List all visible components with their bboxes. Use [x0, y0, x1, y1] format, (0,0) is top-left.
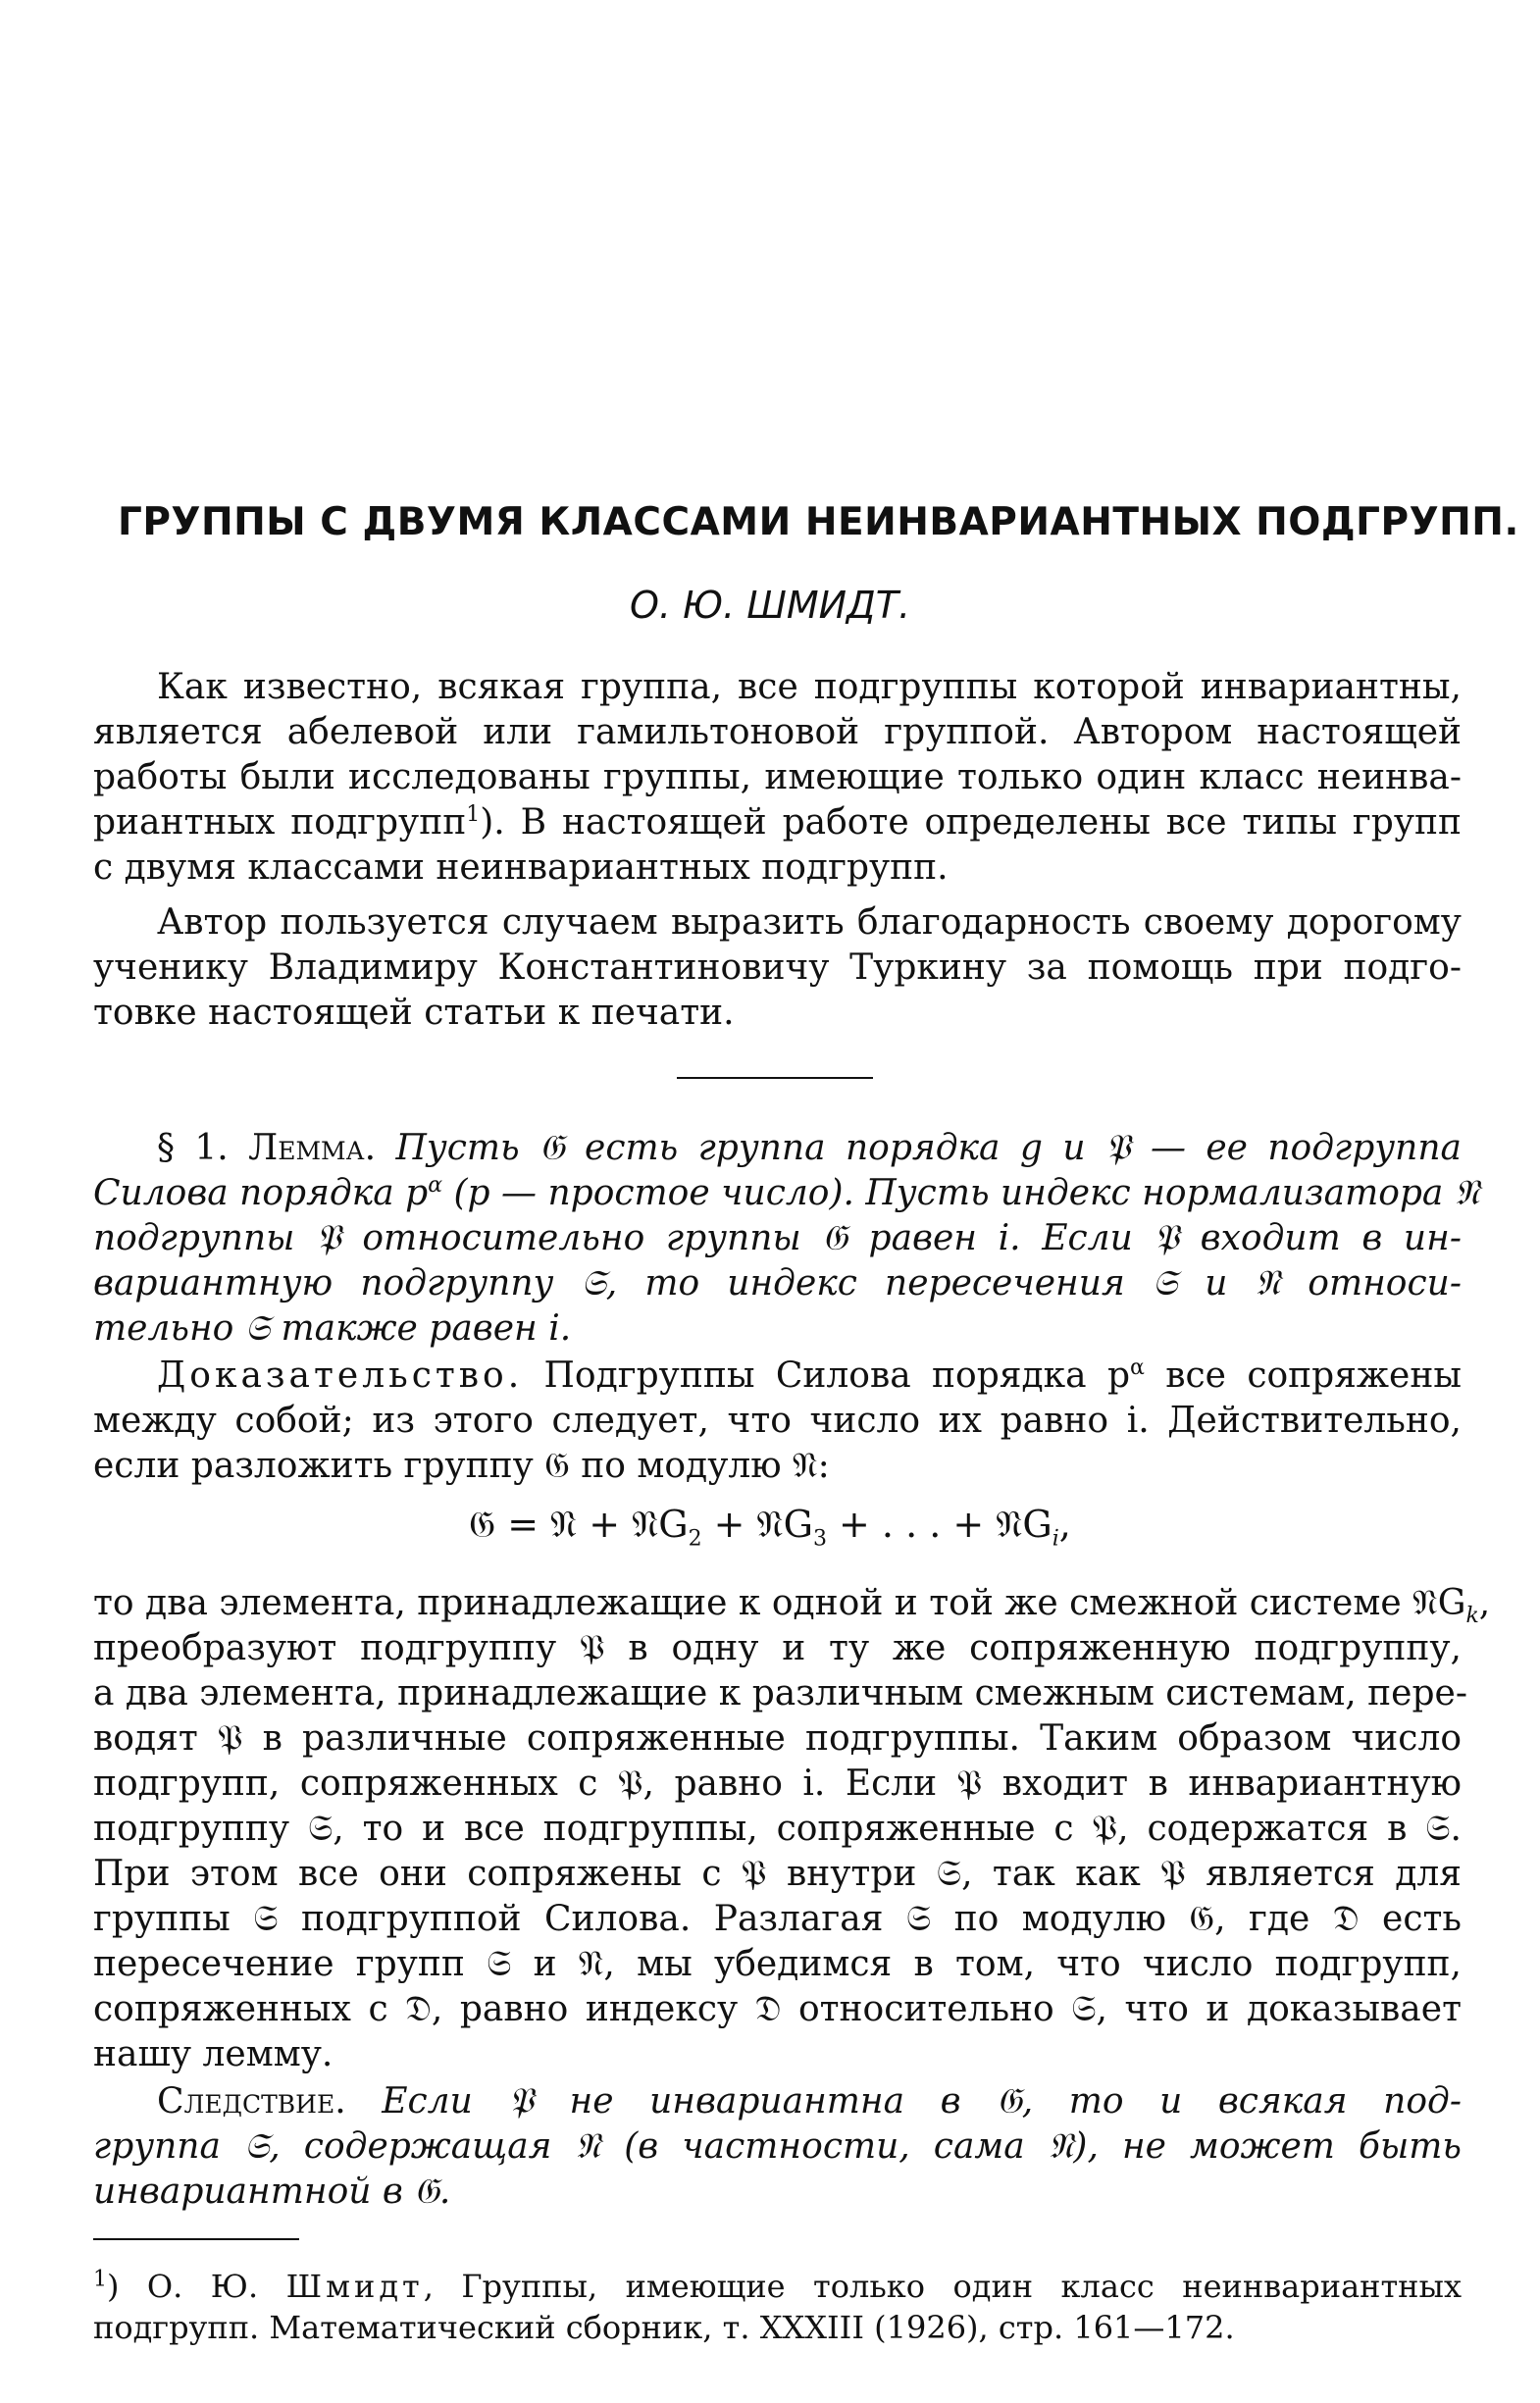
proof-line: преобразуют подгруппу 𝔓 в одну и ту же сопряженную подгруппу,: [93, 1628, 1462, 1668]
intro-line: является абелевой или гамильтоновой группой. Автором настоящей: [93, 712, 1462, 752]
paper-title: ГРУППЫ С ДВУМЯ КЛАССАМИ НЕИНВАРИАНТНЫХ ПОДГРУПП.: [118, 500, 1519, 544]
lemma-line: Силова порядка $p^\alpha$ (p — простое число). Пусть индекс нормализатора 𝔑: [93, 1173, 1480, 1213]
lemma-line: § 1. Лемма. Пусть 𝔊 есть группа порядка g и 𝔓 — ее подгруппа: [157, 1128, 1462, 1168]
footnote-ref: 1: [466, 802, 481, 827]
thanks-line: товке настоящей статьи к печати.: [93, 993, 735, 1033]
thanks-line: Автор пользуется случаем выразить благодарность своему дорогому: [157, 902, 1462, 943]
intro-line: работы были исследованы группы, имеющие только один класс неинва-: [93, 757, 1462, 797]
lemma-line: вариантную подгруппу 𝔖, то индекс пересечения 𝔖 и 𝔑 относи-: [93, 1263, 1462, 1304]
coset-decomposition-formula: 𝔊 = 𝔑 + 𝔑G$_2$ + 𝔑G$_3$ + . . . + 𝔑G$_i$,: [469, 1503, 1071, 1552]
proof-line: нашу лемму.: [93, 2034, 334, 2074]
proof-line: При этом все они сопряжены с 𝔓 внутри 𝔖, так как 𝔓 является для: [93, 1854, 1462, 1894]
footnote-divider: [93, 2238, 299, 2240]
thanks-line: ученику Владимиру Константиновичу Туркину за помощь при подго-: [93, 947, 1462, 988]
proof-line: сопряженных с 𝔇, равно индексу 𝔇 относительно 𝔖, что и доказывает: [93, 1989, 1462, 2029]
lemma-line: подгруппы 𝔓 относительно группы 𝔊 равен i. Если 𝔓 входит в ин-: [93, 1218, 1462, 1258]
proof-line: водят 𝔓 в различные сопряженные подгруппы. Таким образом число: [93, 1718, 1462, 1759]
corollary-label: Следствие.: [157, 2081, 346, 2122]
proof-label: Доказательство.: [157, 1355, 524, 1396]
section-divider: [677, 1077, 873, 1079]
intro-line: Как известно, всякая группа, все подгруппы которой инвариантны,: [157, 667, 1462, 707]
corollary-line: инвариантной в 𝔊.: [93, 2172, 451, 2212]
proof-line: если разложить группу 𝔊 по модулю 𝔑:: [93, 1446, 830, 1486]
proof-line: Доказательство. Подгруппы Силова порядка $p^\alpha$ все сопряжены: [157, 1355, 1462, 1396]
proof-line: между собой; из этого следует, что число их равно i. Действительно,: [93, 1401, 1462, 1441]
proof-line: пересечение групп 𝔖 и 𝔑, мы убедимся в том, что число подгрупп,: [93, 1944, 1462, 1984]
lemma-label: Лемма.: [248, 1128, 377, 1168]
footnote-line: $^1$) О. Ю. Шмидт, Группы, имеющие только один класс неинвариантных: [93, 2267, 1463, 2305]
intro-line: с двумя классами неинвариантных подгрупп.: [93, 847, 949, 888]
proof-line: подгрупп, сопряженных с 𝔓, равно i. Если 𝔓 входит в инвариантную: [93, 1764, 1462, 1804]
proof-line: а два элемента, принадлежащие к различным смежным системам, пере-: [93, 1673, 1467, 1713]
corollary-line: группа 𝔖, содержащая 𝔑 (в частности, сама 𝔑), не может быть: [93, 2126, 1462, 2167]
intro-line: риантных подгрупп$^1$). В настоящей работе определены все типы групп: [93, 802, 1462, 843]
proof-line: подгруппу 𝔖, то и все подгруппы, сопряженные с 𝔓, содержатся в 𝔖.: [93, 1809, 1462, 1849]
author-name: О. Ю. ШМИДТ.: [629, 584, 911, 627]
proof-line: группы 𝔖 подгруппой Силова. Разлагая 𝔖 по модулю 𝔊, где 𝔇 есть: [93, 1899, 1462, 1939]
footnote-line: подгрупп. Математический сборник, т. XXXIII (1926), стр. 161—172.: [93, 2309, 1235, 2346]
corollary-line: Следствие. Если 𝔓 не инвариантна в 𝔊, то и всякая под-: [157, 2081, 1462, 2122]
proof-line: то два элемента, принадлежащие к одной и той же смежной системе 𝔑G$_k$,: [93, 1583, 1491, 1629]
section-number: § 1.: [157, 1128, 229, 1168]
lemma-line: тельно 𝔖 также равен i.: [93, 1308, 572, 1349]
footnote-mark: 1: [93, 2267, 107, 2292]
